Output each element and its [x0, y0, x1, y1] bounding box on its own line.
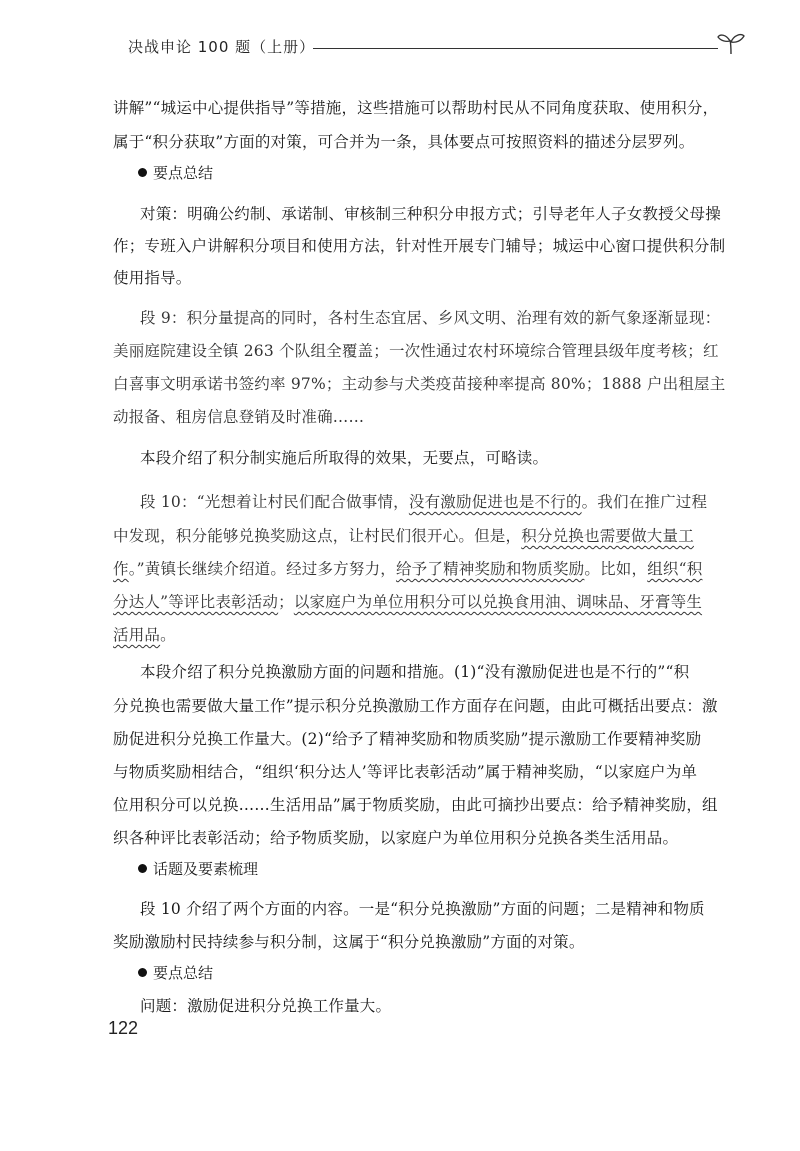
underlined-phrase: 积分兑换也需要做大量工	[521, 527, 694, 545]
underlined-phrase: 给予了精神奖励和物质奖励	[395, 560, 585, 578]
underlined-phrase: 没有激励促进也是不行的	[408, 493, 582, 511]
text-run: 。	[160, 626, 176, 644]
book-title: 决战申论 100 题（上册）	[128, 38, 316, 56]
text-line: 对策：明确公约制、承诺制、审核制三种积分申报方式；引导老年人子女教授父母操	[140, 205, 721, 223]
text-run: 。”黄镇长继续介绍道。经过多方努力，	[128, 560, 396, 578]
text-line: 属于“积分获取”方面的对策，可合并为一条，具体要点可按照资料的描述分层罗列。	[113, 133, 695, 151]
text-line: 位用积分可以兑换……生活用品”属于物质奖励，由此可摘抄出要点：给予精神奖励，组	[113, 796, 718, 814]
text-line: 奖励激励村民持续参与积分制，这属于“积分兑换激励”方面的对策。	[113, 933, 585, 951]
text-line: 段 9：积分量提高的同时，各村生态宜居、乡风文明、治理有效的新气象逐渐显现：	[140, 309, 721, 327]
header-rule	[313, 48, 718, 49]
text-run: 段 10：“光想着让村民们配合做事情，	[140, 493, 409, 511]
section-heading-label: 要点总结	[153, 164, 214, 182]
section-heading	[138, 962, 213, 983]
section-heading-label: 要点总结	[153, 964, 214, 982]
underlined-phrase: 作	[113, 560, 129, 578]
section-heading	[138, 162, 213, 183]
text-line: 段 10 介绍了两个方面的内容。一是“积分兑换激励”方面的问题；二是精神和物质	[140, 900, 705, 918]
text-line: 问题：激励促进积分兑换工作量大。	[140, 997, 392, 1015]
running-header	[128, 30, 743, 62]
text-line: 励促进积分兑换工作量大。(2)“给予了精神奖励和物质奖励”提示激励工作要精神奖励	[113, 730, 702, 748]
bullet-icon	[138, 864, 147, 873]
underlined-phrase: 分达人”等评比表彰活动	[113, 593, 279, 611]
text-line: 分兑换也需要做大量工作”提示积分兑换激励工作方面存在问题，由此可概括出要点：激	[113, 697, 718, 715]
text-line	[140, 490, 707, 512]
text-line: 织各种评比表彰活动；给予物质奖励，以家庭户为单位用积分兑换各类生活用品。	[113, 829, 679, 847]
text-line: 与物质奖励相结合，“组织‘积分达人’等评比表彰活动”属于精神奖励，“以家庭户为单	[113, 763, 698, 781]
text-line: 讲解”“城运中心提供指导”等措施，这些措施可以帮助村民从不同角度获取、使用积分，	[113, 99, 719, 117]
underlined-phrase: 活用品	[113, 626, 161, 644]
section-heading	[138, 858, 258, 879]
bullet-icon	[138, 168, 147, 177]
underlined-phrase: 组织“积	[647, 560, 703, 578]
text-line	[113, 590, 702, 612]
text-line: 作；专班入户讲解积分项目和使用方法，针对性开展专门辅导；城运中心窗口提供积分制	[113, 237, 726, 255]
text-line	[113, 623, 176, 645]
page-number: 122	[108, 1018, 139, 1038]
text-line	[113, 557, 702, 579]
text-run: ；	[278, 593, 294, 611]
section-heading-label: 话题及要素梳理	[153, 860, 259, 878]
bullet-icon	[138, 968, 147, 977]
text-line: 白喜事文明承诺书签约率 97%；主动参与犬类疫苗接种率提高 80%；1888 户出租屋主	[113, 375, 726, 393]
text-line: 美丽庭院建设全镇 263 个队组全覆盖；一次性通过农村环境综合管理县级年度考核；红	[113, 342, 719, 360]
text-run: 中发现，积分能够兑换奖励这点，让村民们很开心。但是，	[113, 527, 522, 545]
text-line: 本段介绍了积分兑换激励方面的问题和措施。(1)“没有激励促进也是不行的”“积	[140, 663, 690, 681]
text-run: 。比如，	[584, 560, 648, 578]
text-line	[113, 524, 694, 546]
text-line: 本段介绍了积分制实施后所取得的效果，无要点，可略读。	[140, 449, 549, 467]
sprout-icon	[716, 30, 746, 56]
text-line: 动报备、租房信息登销及时准确……	[113, 408, 365, 426]
text-line: 使用指导。	[113, 269, 192, 287]
underlined-phrase: 以家庭户为单位用积分可以兑换食用油、调味品、牙膏等生	[293, 593, 703, 611]
text-run: 。我们在推广过程	[581, 493, 708, 511]
